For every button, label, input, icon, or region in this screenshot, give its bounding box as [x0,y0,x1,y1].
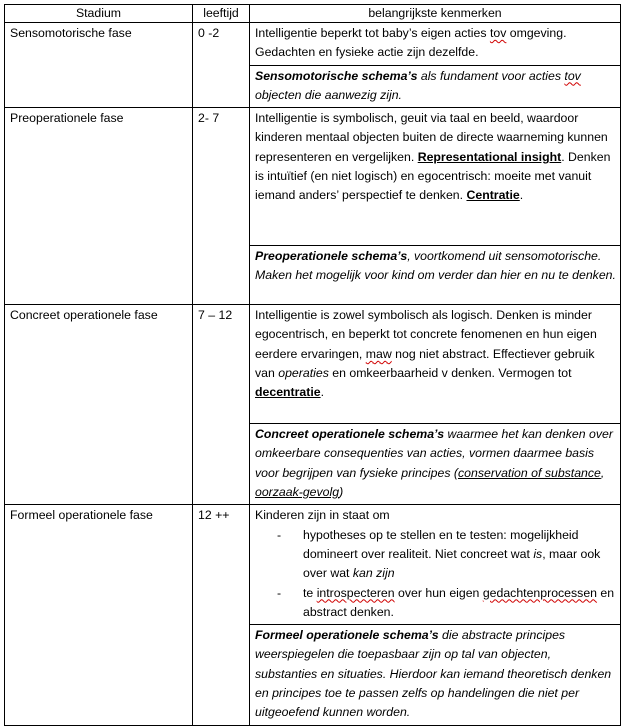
stage-schema: Concreet operationele schema’s waarmee het kan denken over omkeerbare consequenties van acties, vormen daarmee basis voor begrijpen van fysieke principes (conservation of substance, oorzaak-gevolg) [250,424,621,505]
stage-name: Concreet operationele fase [5,305,193,505]
header-kenmerken: belangrijkste kenmerken [250,5,621,23]
list-item: - te introspecteren over hun eigen gedachtenprocessen en abstract denken. [277,584,616,623]
stage-age: 2- 7 [193,108,250,305]
header-stadium: Stadium [5,5,193,23]
stage-schema: Preoperationele schema’s, voortkomend uit sensomotorische. Maken het mogelijk voor kind om verder dan hier en nu te denken. [250,246,621,305]
header-row [5,5,621,23]
table-row [5,505,621,625]
stage-name: Formeel operationele fase [5,505,193,725]
characteristics-intro: Kinderen zijn in staat om [255,508,390,523]
header-leeftijd: leeftijd [193,5,250,23]
stage-name: Sensomotorische fase [5,23,193,108]
list-item: - hypotheses op te stellen en te testen: mogelijkheid domineert over realiteit. Niet concreet wat is, maar ook over wat kan zijn [277,526,616,584]
table-row [5,305,621,424]
piaget-stages-table [4,4,621,726]
characteristics-list [255,526,616,622]
table-row [5,108,621,246]
stage-age: 12 ++ [193,505,250,725]
stage-schema: Sensomotorische schema’s als fundament voor acties tov objecten die aanwezig zijn. [250,65,621,108]
stage-characteristics: Intelligentie is zowel symbolisch als logisch. Denken is minder egocentrisch, en beperkt tot concrete fenomenen en hun eigen eerdere ervaringen, maw nog niet abstract. Effectiever gebruik van operaties en omkeerbaarheid v denken. Vermogen tot decentratie. [250,305,621,424]
stage-characteristics [250,505,621,625]
stage-age: 0 -2 [193,23,250,108]
stage-characteristics: Intelligentie beperkt tot baby’s eigen acties tov omgeving. Gedachten en fysieke actie zijn dezelfde. [250,23,621,66]
table-row [5,23,621,66]
stage-characteristics: Intelligentie is symbolisch, geuit via taal en beeld, waardoor kinderen mentaal objecten buiten de directe waarneming kunnen representeren en vergelijken. Representational insight. Denken is intuïtief (en niet logisch) en egocentrisch: moeite met vanuit iemand anders’ perspectief te denken. Centratie. [250,108,621,246]
stage-age: 7 – 12 [193,305,250,505]
stage-name: Preoperationele fase [5,108,193,305]
stage-schema: Formeel operationele schema’s die abstracte principes weerspiegelen die toepasbaar zijn op tal van objecten, substanties en situaties. Hierdoor kan iemand theoretisch denken en principes toe te passen zelfs op handelingen die niet per uitgeoefend kunnen worden. [250,625,621,725]
